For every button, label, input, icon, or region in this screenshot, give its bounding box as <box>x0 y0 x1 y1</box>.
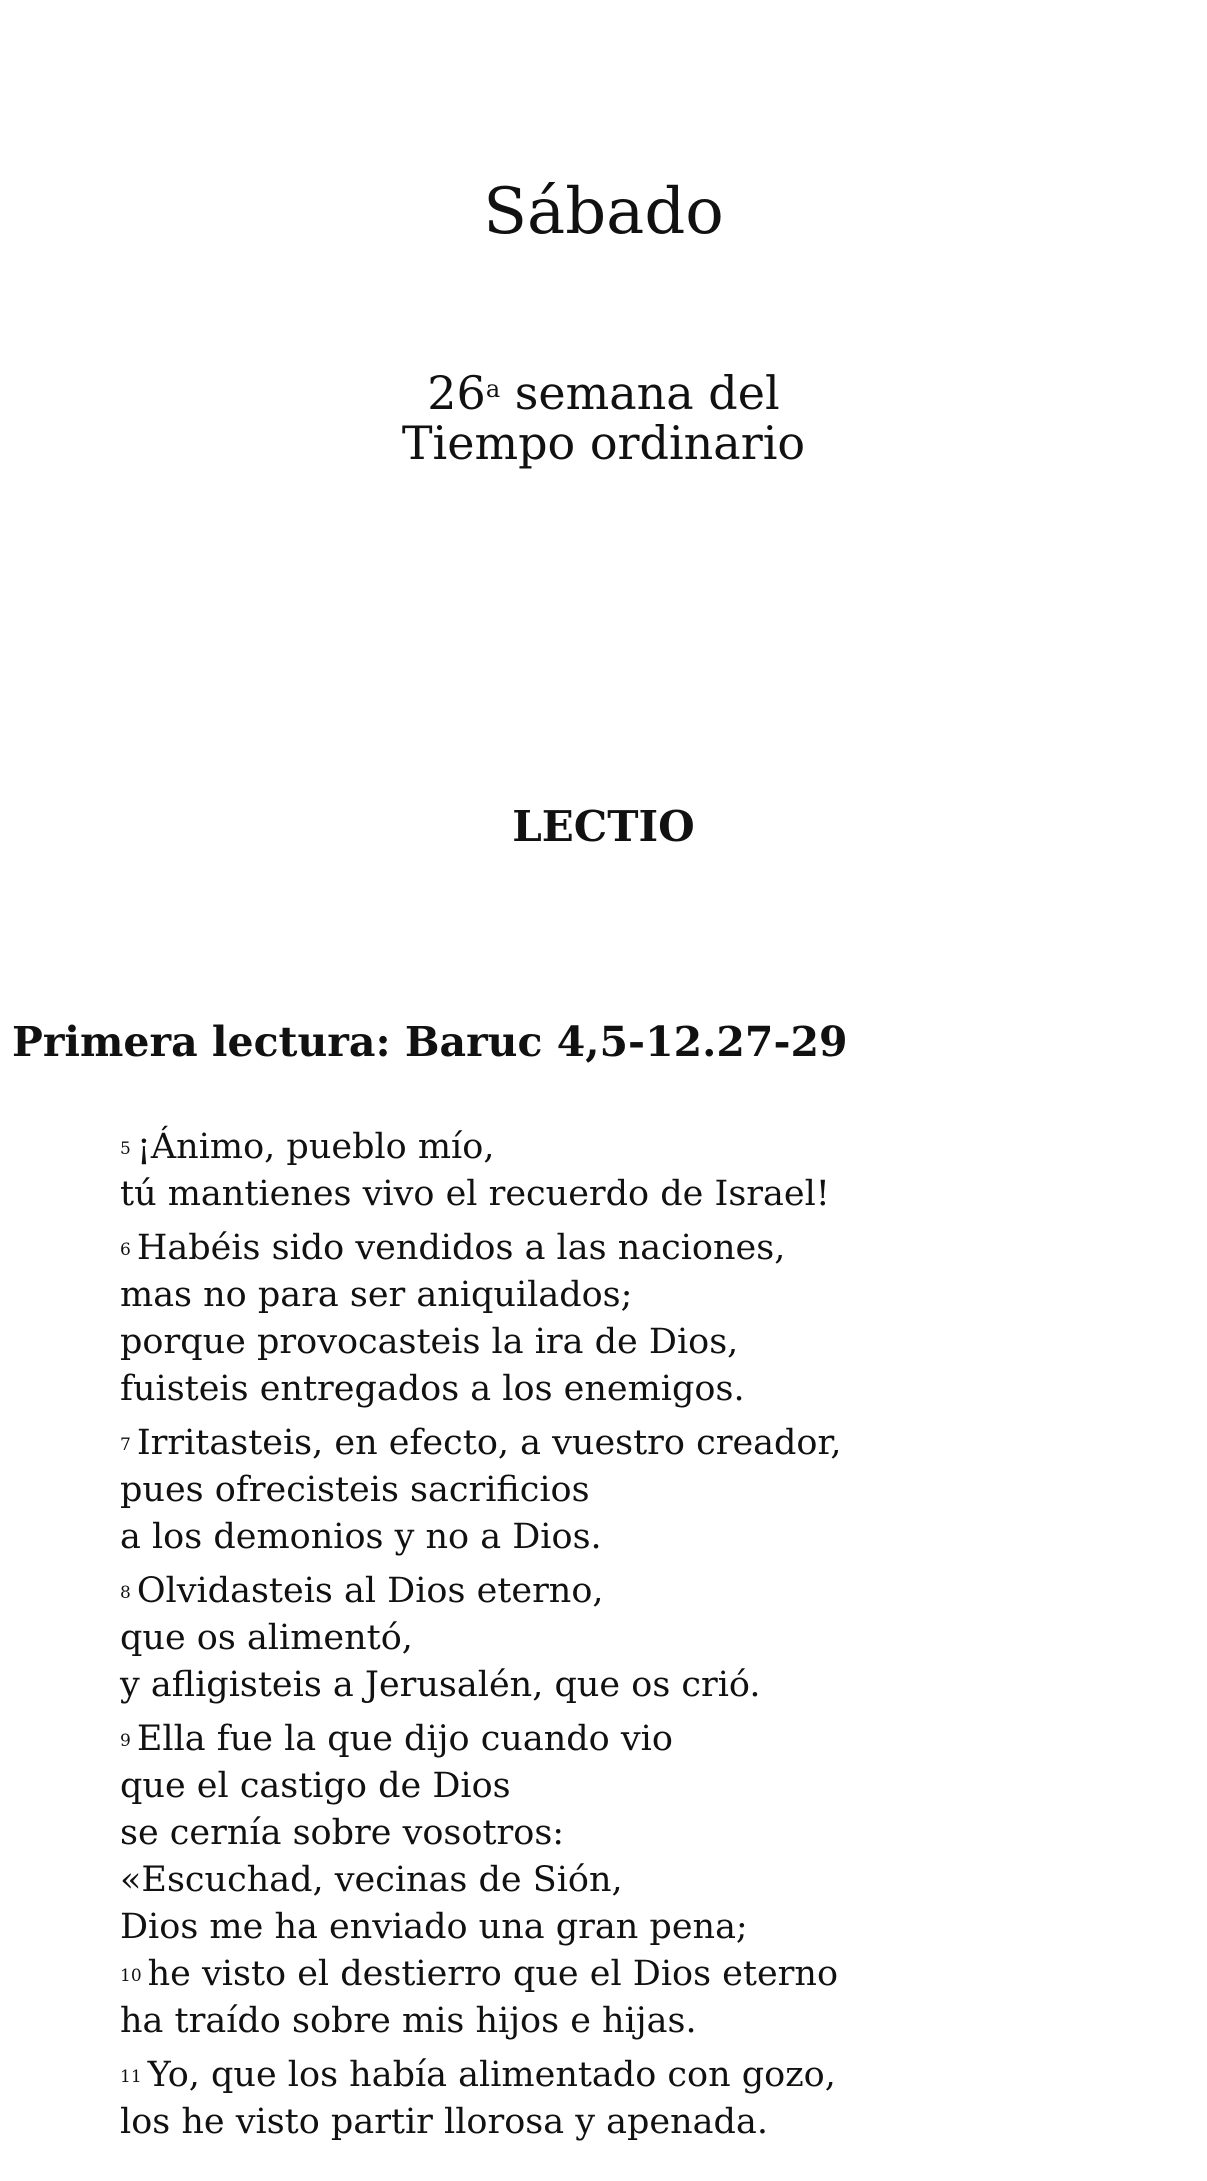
verse-text: Dios me ha enviado una gran pena; <box>120 1907 748 1947</box>
verse-text: tú mantienes vivo el recuerdo de Israel! <box>120 1174 830 1214</box>
verse-text: que os alimentó, <box>120 1618 413 1658</box>
week-number: 26 <box>427 366 486 420</box>
week-text: semana del <box>500 366 780 420</box>
week-ordinal: a <box>485 375 501 403</box>
verse-stanza <box>120 1420 1180 1561</box>
verse-number: 11 <box>120 2067 142 2087</box>
verse-number: 5 <box>120 1139 131 1159</box>
verse-line <box>120 1514 1180 1561</box>
week-subtitle <box>0 368 1207 468</box>
verse-stanza <box>120 1124 1180 1218</box>
verse-text: los he visto partir llorosa y apenada. <box>120 2102 768 2142</box>
verse-number: 8 <box>120 1583 131 1603</box>
verse-line <box>120 1225 1180 1272</box>
verse-text: porque provocasteis la ira de Dios, <box>120 1322 739 1362</box>
verse-line <box>120 2052 1180 2099</box>
verse-text: que el castigo de Dios <box>120 1766 511 1806</box>
verse-number: 9 <box>120 1731 131 1751</box>
verse-line <box>120 1124 1180 1171</box>
verse-line <box>120 1810 1180 1857</box>
verse-line <box>120 1615 1180 1662</box>
page-title: Sábado <box>483 175 724 249</box>
verse-stanza <box>120 1716 1180 2045</box>
verse-text: pues ofrecisteis sacrificios <box>120 1470 590 1510</box>
verse-line <box>120 1366 1180 1413</box>
verse-number: 10 <box>120 1966 142 1986</box>
verse-text: Habéis sido vendidos a las naciones, <box>136 1228 786 1268</box>
verse-stanza <box>120 1225 1180 1413</box>
verse-line <box>120 1951 1180 1998</box>
verse-line <box>120 1716 1180 1763</box>
verse-text: Yo, que los había alimentado con gozo, <box>147 2055 836 2095</box>
verse-line <box>120 1998 1180 2045</box>
verse-text: fuisteis entregados a los enemigos. <box>120 1369 745 1409</box>
reading-heading: Primera lectura: Baruc 4,5-12.27-29 <box>12 1018 848 1066</box>
verse-text: Olvidasteis al Dios eterno, <box>136 1571 604 1611</box>
verse-text: y afligisteis a Jerusalén, que os crió. <box>120 1665 761 1705</box>
verse-text: he visto el destierro que el Dios eterno <box>147 1954 839 1994</box>
verse-line <box>120 1272 1180 1319</box>
verse-text: se cernía sobre vosotros: <box>120 1813 565 1853</box>
verse-line <box>120 1857 1180 1904</box>
verse-text: ¡Ánimo, pueblo mío, <box>136 1127 495 1167</box>
verse-line <box>120 1467 1180 1514</box>
section-heading: LECTIO <box>512 802 695 851</box>
verse-text: Irritasteis, en efecto, a vuestro creador, <box>136 1423 842 1463</box>
verse-number: 6 <box>120 1240 131 1260</box>
verse-stanza <box>120 2052 1180 2146</box>
verse-line <box>120 1763 1180 1810</box>
verse-text: Ella fue la que dijo cuando vio <box>136 1719 673 1759</box>
week-line <box>0 368 1207 418</box>
verse-text: a los demonios y no a Dios. <box>120 1517 602 1557</box>
reading-text <box>120 1124 1180 2153</box>
verse-line <box>120 1568 1180 1615</box>
verse-text: ha traído sobre mis hijos e hijas. <box>120 2001 697 2041</box>
verse-line <box>120 2099 1180 2146</box>
verse-text: mas no para ser aniquilados; <box>120 1275 633 1315</box>
verse-stanza <box>120 1568 1180 1709</box>
verse-line <box>120 1171 1180 1218</box>
verse-line <box>120 1662 1180 1709</box>
season-line: Tiempo ordinario <box>401 416 806 470</box>
verse-line <box>120 1420 1180 1467</box>
verse-line <box>120 1904 1180 1951</box>
verse-number: 7 <box>120 1435 131 1455</box>
verse-text: «Escuchad, vecinas de Sión, <box>120 1860 623 1900</box>
verse-line <box>120 1319 1180 1366</box>
